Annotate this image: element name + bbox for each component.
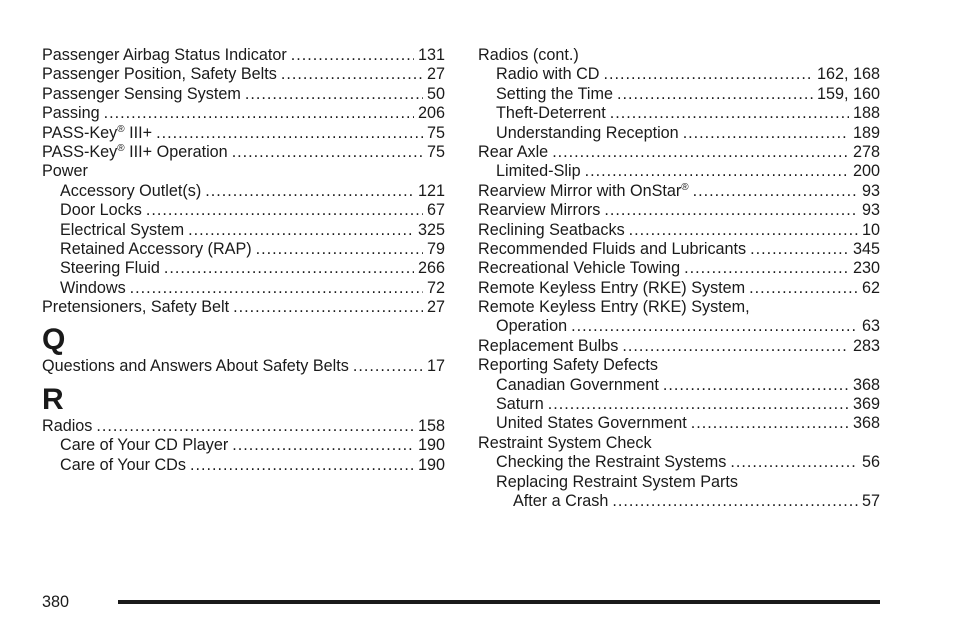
dot-leader [610,104,849,123]
index-entry-page: 57 [861,491,880,510]
index-entry [478,453,880,472]
index-entry-label: After a Crash [513,491,609,510]
index-entry-page: 190 [417,455,445,474]
registered-mark: ® [117,142,125,154]
index-entry-page: 50 [426,84,445,103]
dot-leader [146,201,423,220]
index-entry [478,201,880,220]
index-entry-page: 369 [852,395,880,414]
dot-leader [617,85,813,104]
dot-leader [604,201,858,220]
dot-leader [750,240,849,259]
index-entry-page: 189 [852,123,880,142]
index-entry-label: Accessory Outlet(s) [60,181,202,200]
index-entry-page: 206 [417,104,445,123]
index-entry [478,376,880,395]
index-entry [42,357,445,376]
dot-leader [232,436,414,455]
index-column-right [478,46,880,511]
index-entry-label: Understanding Reception [496,123,679,142]
index-entry [478,473,880,492]
dot-leader [96,417,414,436]
registered-mark: ® [681,181,689,193]
index-entry-label: Restraint System Check [478,433,652,452]
index-entry-label: Windows [60,278,126,297]
index-entry [42,143,445,162]
index-entry-label: Rearview Mirrors [478,201,601,220]
index-entry [478,395,880,414]
index-section-letter: R [42,382,64,416]
index-entry [478,85,880,104]
dot-leader [104,104,414,123]
index-entry [42,46,445,65]
dot-leader [612,492,858,511]
index-entry-label: Replacement Bulbs [478,336,619,355]
index-entry [478,124,880,143]
index-entry-page: 79 [426,239,445,258]
index-entry [42,85,445,104]
index-entry-page: 190 [417,436,445,455]
index-entry [478,298,880,317]
index-entry [42,259,445,278]
index-entry-label: PASS-Key® III+ [42,123,153,142]
dot-leader [691,414,849,433]
index-entry-label: Saturn [496,395,544,414]
dot-leader [188,221,414,240]
index-entry-page: 72 [426,278,445,297]
dot-leader [130,279,423,298]
index-entry-label: Recommended Fluids and Lubricants [478,239,747,258]
index-entry [478,65,880,84]
index-entry-page: 93 [861,181,880,200]
index-entry-page: 56 [861,453,880,472]
index-entry-page: 266 [417,259,445,278]
index-entry-page: 93 [861,201,880,220]
index-entry-label: Pretensioners, Safety Belt [42,298,230,317]
index-entry-label: Passenger Position, Safety Belts [42,65,277,84]
index-entry-label: Remote Keyless Entry (RKE) System, [478,298,750,317]
index-entry-label: Questions and Answers About Safety Belts [42,357,349,376]
index-entry-page: 67 [426,201,445,220]
index-entry-label: Retained Accessory (RAP) [60,239,252,258]
index-entry [478,240,880,259]
index-entry [478,259,880,278]
index-entry-label: United States Government [496,414,687,433]
index-entry-page: 27 [426,65,445,84]
index-entry [478,104,880,123]
index-entry [42,279,445,298]
index-entry [478,414,880,433]
index-entry-page: 63 [861,317,880,336]
index-section-letter: Q [42,323,66,357]
index-entry-label: Radios [42,416,93,435]
index-entry [478,337,880,356]
dot-leader [684,259,849,278]
index-entry [478,317,880,336]
index-entry-label: Limited-Slip [496,162,581,181]
index-entry-page: 200 [852,162,880,181]
index-column-left [42,46,445,475]
index-entry [478,162,880,181]
dot-leader [233,298,423,317]
index-entry-page: 121 [417,181,445,200]
index-entry-label: Reporting Safety Defects [478,356,658,375]
index-entry-label: Passenger Sensing System [42,84,241,103]
index-entry [478,182,880,201]
index-entry-page: 368 [852,414,880,433]
index-entry [42,201,445,220]
index-entry-page: 345 [852,239,880,258]
index-entry-page: 283 [852,336,880,355]
index-entry [478,46,880,65]
dot-leader [156,124,423,143]
dot-leader [730,453,858,472]
dot-leader [622,337,849,356]
dot-leader [603,65,813,84]
index-entry-label: Theft-Deterrent [496,104,606,123]
index-entry [42,298,445,317]
index-entry-label: Electrical System [60,220,185,239]
index-entry [478,143,880,162]
index-entry-label: Operation [496,317,568,336]
dot-leader [232,143,423,162]
index-entry-label: Radio with CD [496,65,600,84]
index-entry [478,492,880,511]
dot-leader [245,85,423,104]
index-entry-label: Care of Your CD Player [60,436,229,455]
dot-leader [353,357,423,376]
index-entry-page: 368 [852,375,880,394]
index-entry-page: 159, 160 [816,84,880,103]
dot-leader [164,259,414,278]
index-entry-page: 131 [417,46,445,64]
index-entry-label: Canadian Government [496,375,659,394]
index-entry-label: Checking the Restraint Systems [496,453,727,472]
dot-leader [693,182,858,201]
index-entry-page: 325 [417,220,445,239]
index-entry-page: 10 [861,220,880,239]
index-entry-label: Passenger Airbag Status Indicator [42,46,287,64]
dot-leader [571,317,858,336]
dot-leader [585,162,849,181]
index-entry-label: Setting the Time [496,84,613,103]
dot-leader [629,221,858,240]
index-entry-label: Care of Your CDs [60,455,186,474]
index-entry [478,221,880,240]
index-entry-label: Passing [42,104,100,123]
index-entry [42,240,445,259]
index-entry-label: Remote Keyless Entry (RKE) System [478,278,746,297]
index-entry-page: 278 [852,142,880,161]
index-entry-page: 75 [426,123,445,142]
dot-leader [749,279,858,298]
dot-leader [552,143,849,162]
index-entry [42,221,445,240]
dot-leader [683,124,849,143]
index-entry [42,436,445,455]
index-entry [42,104,445,123]
index-entry [42,456,445,475]
index-entry-label: Reclining Seatbacks [478,220,625,239]
index-entry [42,182,445,201]
index-entry-label: Radios (cont.) [478,46,579,64]
index-entry-page: 162, 168 [816,65,880,84]
index-entry [478,279,880,298]
index-entry [478,434,880,453]
index-entry-label: Rear Axle [478,142,549,161]
index-entry [478,356,880,375]
index-entry-label: Recreational Vehicle Towing [478,259,681,278]
index-entry-label: Steering Fluid [60,259,160,278]
footer-rule [118,600,880,604]
dot-leader [291,46,414,65]
index-entry-label: PASS-Key® III+ Operation [42,142,228,161]
registered-mark: ® [117,123,125,135]
index-entry-label: Rearview Mirror with OnStar® [478,181,689,200]
index-entry-page: 17 [426,357,445,376]
index-entry-page: 158 [417,416,445,435]
index-entry-label: Door Locks [60,201,142,220]
index-entry-label: Power [42,162,88,181]
index-entry [42,124,445,143]
index-entry [42,162,445,181]
index-entry-page: 230 [852,259,880,278]
index-entry-page: 62 [861,278,880,297]
index-entry-page: 188 [852,104,880,123]
dot-leader [281,65,423,84]
index-entry [42,417,445,436]
dot-leader [663,376,849,395]
dot-leader [256,240,423,259]
dot-leader [205,182,414,201]
dot-leader [548,395,849,414]
index-entry [42,65,445,84]
index-entry-page: 75 [426,142,445,161]
index-entry-page: 27 [426,298,445,317]
page-number: 380 [42,593,70,611]
dot-leader [190,456,414,475]
index-entry-label: Replacing Restraint System Parts [496,472,739,491]
